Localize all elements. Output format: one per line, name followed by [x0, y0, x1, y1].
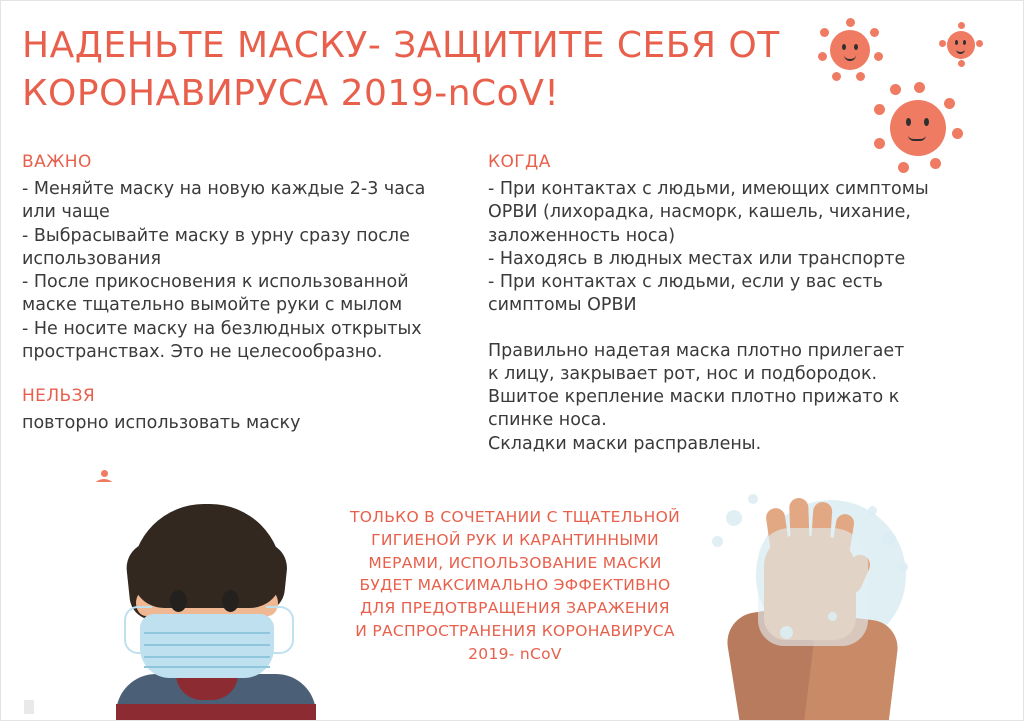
left-column	[22, 152, 472, 435]
virus-mouth	[908, 132, 926, 141]
soap-bubble	[748, 494, 758, 504]
virus-spike-knob	[874, 104, 885, 115]
when-list	[488, 178, 968, 318]
list-line: Вшитое крепление маски плотно прижато к	[488, 387, 900, 408]
virus-spike-knob	[874, 52, 883, 61]
virus-eye	[963, 40, 966, 45]
virus-spike-knob	[944, 98, 955, 109]
soap-bubble	[726, 510, 742, 526]
page-title-line-1: НАДЕНЬТЕ МАСКУ- ЗАЩИТИТЕ СЕБЯ ОТ	[22, 25, 780, 66]
list-line: Складки маски расправлены.	[488, 433, 762, 454]
bottom-banner-text	[320, 506, 710, 665]
list-line: спинке носа.	[488, 410, 607, 431]
bottom-band	[0, 482, 1024, 721]
virus-spike-knob	[958, 22, 965, 29]
list-line: - Выбрасывайте маску в урну сразу после	[22, 225, 410, 246]
coronavirus-particle-icon	[938, 22, 984, 68]
list-line: маске тщательно вымойте руки с мылом	[22, 295, 403, 316]
virus-eye	[955, 40, 958, 45]
virus-spike-knob	[958, 60, 965, 67]
banner-line: ГИГИЕНОЙ РУК И КАРАНТИННЫМИ	[371, 530, 659, 549]
virus-spike-knob	[890, 84, 901, 95]
virus-spike-knob	[846, 18, 855, 27]
list-line: Правильно надетая маска плотно прилегает	[488, 340, 905, 361]
virus-spike-knob	[101, 470, 108, 477]
list-line: - При контактах с людьми, если у вас есть	[488, 272, 883, 293]
list-line: ОРВИ (лихорадка, насморк, кашель, чихание,	[488, 202, 911, 223]
virus-spike-knob	[874, 138, 885, 149]
mask-pleat-line	[144, 644, 270, 646]
section-heading-important: ВАЖНО	[22, 152, 92, 172]
virus-spike-knob	[914, 82, 925, 93]
soap-bubble	[780, 626, 793, 639]
corner-mark	[24, 700, 34, 714]
soap-bubble	[898, 562, 908, 572]
banner-line: ТОЛЬКО В СОЧЕТАНИИ С ТЩАТЕЛЬНОЙ	[349, 508, 680, 526]
list-line: пространствах. Это не целесообразно.	[22, 341, 383, 362]
page-title-line-2: КОРОНАВИРУСА 2019-nCoV!	[22, 72, 560, 114]
virus-spike-knob	[939, 40, 946, 47]
important-list	[22, 178, 472, 364]
virus-spike-knob	[952, 128, 963, 139]
list-line: симптомы ОРВИ	[488, 295, 637, 316]
virus-eye	[906, 118, 911, 126]
list-line: - Не носите маску на безлюдных открытых	[22, 318, 422, 339]
list-line: заложенность носа)	[488, 225, 676, 246]
section-heading-forbidden: НЕЛЬЗЯ	[22, 386, 96, 407]
mask-pleat-line	[144, 632, 270, 634]
boy-hair	[132, 504, 282, 608]
mask-pleat-line	[144, 666, 270, 668]
soap-foam-overlay	[758, 528, 868, 646]
list-line: - После прикосновения к использованной	[22, 272, 409, 293]
section-heading-when: КОГДА	[488, 152, 551, 172]
page-title	[22, 22, 822, 117]
virus-spike-knob	[870, 28, 879, 37]
mask-pleat-line	[144, 656, 270, 658]
banner-line: БУДЕТ МАКСИМАЛЬНО ЭФФЕКТИВНО	[359, 576, 671, 595]
banner-line: ДЛЯ ПРЕДОТВРАЩЕНИЯ ЗАРАЖЕНИЯ	[360, 599, 670, 618]
correct-fit-text	[488, 340, 968, 456]
spacer	[488, 318, 968, 340]
soap-bubble	[828, 612, 837, 621]
virus-spike-knob	[832, 72, 841, 81]
list-line: повторно использовать маску	[22, 413, 301, 434]
boy-eye-right	[222, 590, 239, 612]
list-line: использования	[22, 248, 162, 269]
list-line: - Находясь в людных местах или транспорте	[488, 248, 906, 269]
list-line: - При контактах с людьми, имеющих симптомы	[488, 179, 929, 199]
coronavirus-particle-icon	[818, 18, 882, 82]
medical-mask	[140, 614, 274, 678]
virus-eye	[924, 118, 929, 126]
virus-spike-knob	[976, 40, 983, 47]
banner-line: И РАСПРОСТРАНЕНИЯ КОРОНАВИРУСА	[355, 621, 675, 640]
virus-eye	[842, 44, 846, 50]
right-column	[488, 152, 968, 456]
list-line: - Меняйте маску на новую каждые 2-3 часа	[22, 179, 426, 199]
washing-hands-with-soap-illustration	[660, 492, 960, 721]
banner-line: 2019- nCoV	[468, 644, 562, 663]
soap-bubble	[868, 506, 877, 515]
soap-bubble	[882, 532, 896, 546]
virus-eye	[854, 44, 858, 50]
list-line: или чаще	[22, 202, 110, 223]
virus-spike-knob	[856, 72, 865, 81]
banner-line: МЕРАМИ, ИСПОЛЬЗОВАНИЕ МАСКИ	[368, 553, 662, 572]
soap-bubble	[712, 536, 723, 547]
boy-eye-left	[170, 590, 187, 612]
forbidden-list	[22, 412, 472, 435]
spacer	[22, 364, 472, 386]
list-line: к лицу, закрывает рот, нос и подбородок.	[488, 363, 878, 384]
boy-shirt-stripe	[116, 704, 316, 721]
boy-wearing-medical-mask-illustration	[110, 498, 320, 721]
